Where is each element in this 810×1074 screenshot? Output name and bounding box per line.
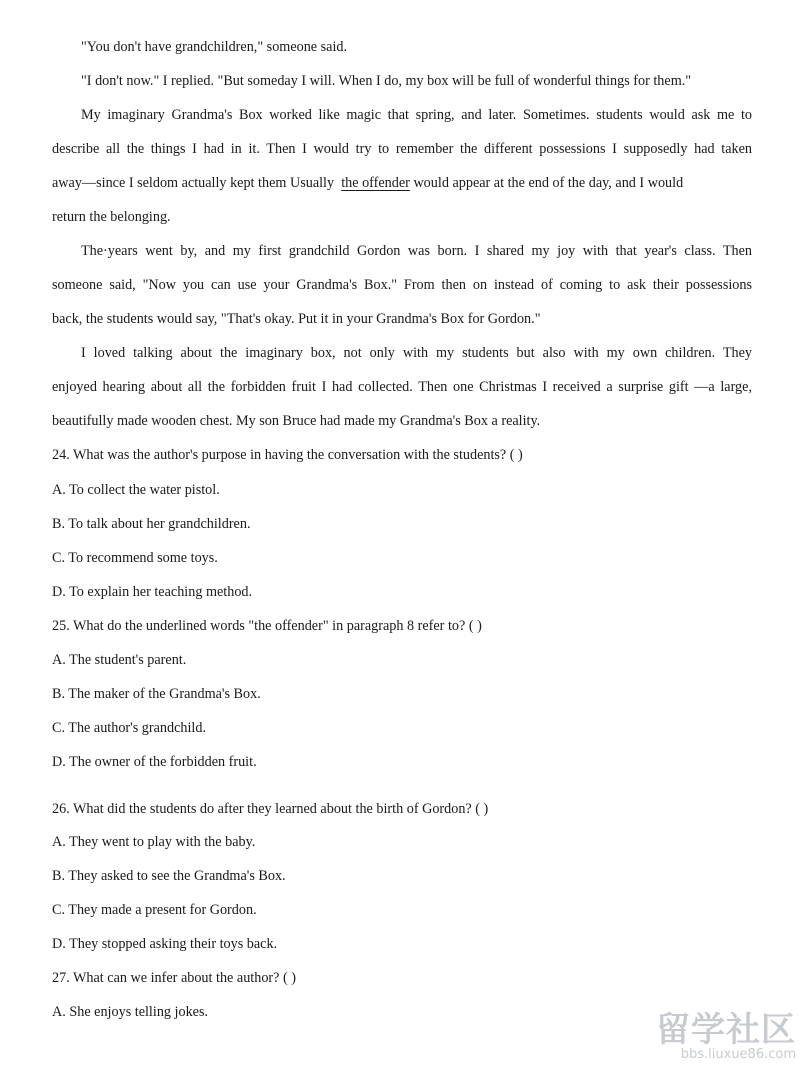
passage-paragraph-line: back, the students would say, "That's okay. Put it in your Grandma's Box for Gordon." — [52, 311, 541, 327]
watermark-logo: 留学社区 — [656, 1010, 796, 1050]
passage-paragraph-line: I loved talking about the imaginary box, not only with my students but also with my own children. They — [81, 345, 752, 361]
underlined-phrase: the offender — [341, 175, 410, 191]
answer-option: A. She enjoys telling jokes. — [52, 1004, 209, 1020]
passage-paragraph-line: someone said, "Now you can use your Grandma's Box." From then on instead of coming to ask their possessions — [52, 277, 752, 293]
answer-option: B. The maker of the Grandma's Box. — [52, 686, 261, 702]
answer-option: B. They asked to see the Grandma's Box. — [52, 868, 286, 884]
passage-paragraph-line: return the belonging. — [52, 209, 171, 225]
passage-text: would appear at the end of the day, and I would — [413, 175, 684, 191]
answer-option: B. To talk about her grandchildren. — [52, 516, 251, 532]
answer-option: C. The author's grandchild. — [52, 720, 206, 736]
answer-option: A. The student's parent. — [52, 652, 187, 668]
question-stem: 25. What do the underlined words "the offender" in paragraph 8 refer to? ( ) — [52, 618, 482, 634]
answer-option: C. They made a present for Gordon. — [52, 902, 257, 918]
passage-paragraph-line: The·years went by, and my first grandchild Gordon was born. I shared my joy with that year's class. Then — [81, 243, 752, 259]
passage-paragraph-line: describe all the things I had in it. Then I would try to remember the different possessions I supposedly had taken — [52, 141, 752, 157]
answer-option: C. To recommend some toys. — [52, 550, 218, 566]
passage-paragraph-line: "I don't now." I replied. "But someday I will. When I do, my box will be full of wonderful things for them." — [81, 73, 692, 89]
passage-paragraph-line: My imaginary Grandma's Box worked like magic that spring, and later. Sometimes. students would ask me to — [81, 107, 752, 123]
passage-paragraph-line: enjoyed hearing about all the forbidden fruit I had collected. Then one Christmas I received a surprise gift —a large, — [52, 379, 752, 395]
passage-text: away—since I seldom actually kept them Usually — [52, 175, 335, 191]
site-watermark — [636, 1012, 796, 1062]
passage-paragraph-line: beautifully made wooden chest. My son Bruce had made my Grandma's Box a reality. — [52, 413, 541, 429]
answer-option: D. To explain her teaching method. — [52, 584, 253, 600]
answer-option: D. The owner of the forbidden fruit. — [52, 754, 257, 770]
watermark-url: bbs.liuxue86.com — [680, 1047, 796, 1062]
passage-paragraph-line: "You don't have grandchildren," someone said. — [81, 39, 348, 55]
answer-option: A. They went to play with the baby. — [52, 834, 256, 850]
answer-option: D. They stopped asking their toys back. — [52, 936, 278, 952]
question-stem: 26. What did the students do after they learned about the birth of Gordon? ( ) — [52, 801, 489, 817]
passage-paragraph-line — [52, 173, 752, 193]
question-stem: 27. What can we infer about the author? ( ) — [52, 970, 296, 986]
question-stem: 24. What was the author's purpose in having the conversation with the students? ( ) — [52, 447, 523, 463]
answer-option: A. To collect the water pistol. — [52, 482, 220, 498]
